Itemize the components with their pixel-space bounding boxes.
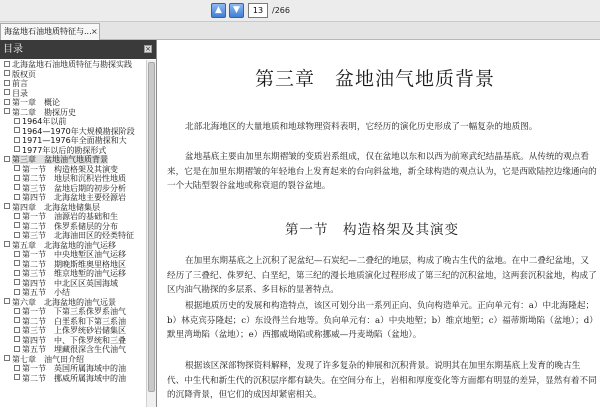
toc-item[interactable] [0,108,146,118]
tree-node-icon[interactable] [14,317,20,323]
toc-item-label: 第四章 北海盆地储集层 [12,202,100,212]
toc-item[interactable] [0,193,146,203]
toc-item-label: 第二节 侏罗系储层的分布 [22,221,118,231]
toc-item[interactable] [0,98,146,108]
tree-node-icon[interactable] [4,108,10,114]
tree-node-icon[interactable] [14,165,20,171]
sidebar-header [0,40,156,59]
tree-node-icon[interactable] [14,213,20,219]
toc-item[interactable] [0,127,146,137]
toc-item[interactable] [0,374,146,384]
next-page-button[interactable] [229,3,244,18]
toc-item-label: 第一节 构造格架及其演变 [22,164,118,174]
tree-node-icon[interactable] [4,70,10,76]
tree-node-icon[interactable] [14,222,20,228]
tree-node-icon[interactable] [14,251,20,257]
toc-item-label: 第三节 维京地堑的油气运移 [22,269,126,278]
toc-item-label: 第一节 中央地堑区油气运移 [22,250,126,259]
toc-item-label: 第二节 地层和沉积岩性地质 [22,174,126,183]
toc-item-label: 第五章 北海盆地的油气运移 [12,240,116,250]
toc-item-label: 第一节 英国所属海域中的油 [22,364,126,373]
toc-item[interactable] [0,117,146,127]
tree-node-icon[interactable] [4,61,10,67]
tree-node-icon[interactable] [4,80,10,86]
toc-item-label: 1964—1970年大规模勘探阶段 [22,126,135,136]
tree-node-icon[interactable] [4,156,10,162]
prev-page-button[interactable] [211,3,226,18]
tree-node-icon[interactable] [14,327,20,333]
tree-node-icon[interactable] [4,99,10,105]
toc-item-label: 版权页 [12,69,36,79]
arrow-up-icon: ▲ [215,5,222,15]
toc-item[interactable] [0,174,146,184]
toc-item-label: 北海盆地石油地质特征与勘探实践 [12,60,132,69]
page-number-input[interactable]: 13 [248,3,268,18]
tree-node-icon[interactable] [14,365,20,371]
toc-item[interactable] [0,155,146,165]
tree-node-icon[interactable] [14,279,20,285]
toc-item[interactable] [0,79,146,89]
tree-node-icon[interactable] [14,336,20,342]
tree-node-icon[interactable] [14,374,20,380]
toc-item-label: 第四节 中、下侏罗统和三叠 [22,335,126,345]
tab-label: 海盆地石油地质特征与... [4,27,92,36]
toc-item[interactable] [0,136,146,146]
toc-item-label: 第一节 下第三系侏罗系油气 [22,307,126,316]
toc-item[interactable] [0,165,146,175]
toc-item[interactable] [0,317,146,327]
toc-item[interactable] [0,89,146,99]
toc-item-label: 第四节 中北区区英国海域 [22,278,118,288]
tree-node-icon[interactable] [14,346,20,352]
tree-node-icon[interactable] [14,194,20,200]
toc-item-label: 第二章 勘探历史 [12,107,76,117]
toc-item-label: 第三章 盆地油气地质背景 [12,155,108,164]
tab-bar [0,22,600,40]
toc-item[interactable] [0,60,146,70]
toc-item[interactable] [0,146,146,156]
document-page [157,40,600,407]
toc-item[interactable] [0,279,146,289]
toc-item-label: 第一节 油源岩的基础和生 [22,212,118,221]
toc-item-label: 前言 [12,79,28,88]
toc-item[interactable] [0,307,146,317]
chapter-title: 第三章 盆地油气地质背景 [255,68,496,90]
tree-node-icon[interactable] [4,298,10,304]
toc-item-label: 第七章 油气田介绍 [12,354,84,364]
toc-item[interactable] [0,260,146,270]
tree-node-icon[interactable] [14,175,20,181]
tree-node-icon[interactable] [14,184,20,190]
tree-node-icon[interactable] [14,260,20,266]
toc-item[interactable] [0,212,146,222]
toc-item-label: 目录 [12,88,28,98]
toc-item[interactable] [0,203,146,213]
toc-item[interactable] [0,336,146,346]
tree-node-icon[interactable] [14,270,20,276]
toc-item-label: 第五节 埋藏很深含生代油气 [22,345,126,354]
tree-node-icon[interactable] [14,146,20,152]
arrow-down-icon: ▼ [233,5,240,15]
toc-item-label: 第二节 白垩系和下第三系油 [22,316,126,326]
paragraph: 在加里东期基底之上沉积了泥盆纪—石炭纪—二叠纪的地层，构成了晚古生代的盆地。在中二叠纪盆地，又经历了三叠纪、侏罗纪、白垩纪，第三纪的漫长地质演化过程形成了第三纪的沉积盆地，这两套沉积盆地，构成了区内油气勘探的多层系、多目标的显著特点。 [167,256,597,296]
toc-item-label: 1977年以后的勘探形式 [22,145,107,155]
toc-item[interactable] [0,298,146,308]
toc-item[interactable] [0,288,146,298]
tree-node-icon[interactable] [14,118,20,124]
toc-item[interactable] [0,222,146,232]
paragraph: 根据地质历史的发展和构造特点，该区可划分出一系列正向、负向构造单元。正向单元有：a）中北海隆起；b）林克宾芬隆起；c）东设得兰台地等。负向单元有：a）中央地堑；b）维京地堑；c）福蒂斯坳陷（盆地）；d）默里湾坳陷（盆地）；e）西挪威坳陷或称挪威—丹麦坳陷（盆地）。 [167,301,595,341]
tree-node-icon[interactable] [14,127,20,133]
toc-item-label: 第二节 挪威所属海域中的油 [22,373,126,383]
toc-item[interactable] [0,250,146,260]
close-tab-icon[interactable]: × [91,27,98,36]
tree-node-icon[interactable] [14,137,20,143]
toc-item[interactable] [0,70,146,80]
paragraph: 盆地基底主要由加里东期褶皱的变质岩系组成，仅在盆地以东和以西为前寒武纪结晶基底。从传统的观点看来，它是在加里东期褶皱的年轻地台上发育起来的台向斜盆地，新全球构造的观点认为，它是西欧陆控边缘通向的一个大陆型裂谷盆地或称衰退的裂谷盆地。 [167,152,597,192]
sidebar-title: 目录 [3,44,23,55]
toc-item-label: 第六章 北海盆地的油气远景 [12,297,116,307]
page-total: /266 [272,6,290,15]
section-title: 第一节 构造格架及其演变 [285,222,459,238]
tree-node-icon[interactable] [4,241,10,247]
toc-tree [0,60,146,407]
toc-item-label: 第三节 北海油田区的烃类特征 [22,231,134,240]
toolbar [0,0,600,22]
toc-item[interactable] [0,269,146,279]
toc-item-label: 1971—1976年全面勘探和大 [22,136,127,145]
toc-item-label: 第四节 北海盆地主要烃源岩 [22,193,126,202]
close-sidebar-icon[interactable]: × [145,45,151,53]
paragraph: 根据该区深部物探资料解释，发现了许多复杂的伸展和沉积背景。说明其在加里东期基底上发育的晚古生代、中生代和新生代的沉积层序都有缺失。在空间分布上，岩相和厚度变化等方面都有明显的差异，显然有着不同的沉降背景，但它们的成因却紧密相关。 [167,361,597,401]
toc-item[interactable] [0,355,146,365]
tree-node-icon[interactable] [14,289,20,295]
tree-node-icon[interactable] [14,232,20,238]
toc-item[interactable] [0,231,146,241]
toc-item-label: 1964年以前 [22,117,67,126]
toc-item[interactable] [0,345,146,355]
toc-item-label: 第三节 盆地后期的初步分析 [22,183,126,193]
toc-item-label: 第二节 期晚斯维奥里格地区 [22,259,126,269]
sidebar-scrollbar[interactable] [146,60,156,407]
scrollbar-thumb[interactable] [148,62,155,392]
tree-node-icon[interactable] [14,308,20,314]
paragraph: 北部北海地区的大量地质和地球物理资料表明，它经历的演化历史形成了一幅复杂的地质图。 [185,122,538,132]
toc-item-label: 第五节 小结 [22,288,70,297]
toc-item-label: 第三节 上侏罗统砂岩储集区 [22,326,126,335]
tree-node-icon[interactable] [4,355,10,361]
tree-node-icon[interactable] [4,89,10,95]
toc-item-label: 第一章 概论 [12,98,60,107]
toc-item[interactable] [0,241,146,251]
tree-node-icon[interactable] [4,203,10,209]
toc-sidebar [0,40,157,407]
toc-item[interactable] [0,326,146,336]
toc-item[interactable] [0,364,146,374]
toc-item[interactable] [0,184,146,194]
document-tab[interactable] [0,23,100,40]
